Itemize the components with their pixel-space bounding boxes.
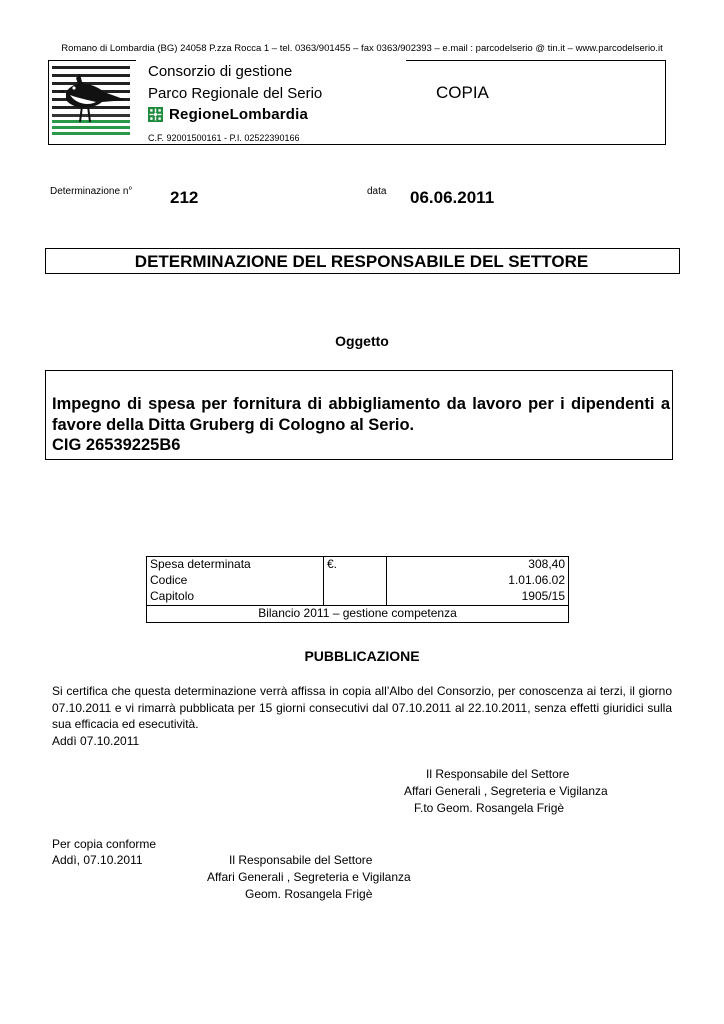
letterhead-box [48, 60, 666, 145]
expense-value: 308,40 [387, 557, 569, 574]
publication-heading: PUBBLICAZIONE [304, 648, 420, 664]
chapter-label: Capitolo [147, 589, 324, 606]
cert-line-1: Si certifica che questa determinazione verrà affissa in copia all’Albo del Consorzio, per conoscenza ai terzi, il giorno [52, 684, 672, 698]
determination-number: 212 [170, 188, 199, 207]
cert-date: Addì 07.10.2011 [52, 733, 140, 748]
table-row [147, 573, 569, 589]
budget-footer: Bilancio 2011 – gestione competenza [147, 606, 569, 623]
expense-unit: €. [324, 557, 387, 574]
expense-table [146, 556, 569, 623]
subject-label: Oggetto [335, 333, 389, 349]
chapter-unit [324, 589, 387, 606]
copy-mark: COPIA [436, 83, 489, 102]
table-row [147, 589, 569, 606]
region-rose-icon [148, 107, 163, 122]
table-row [147, 606, 569, 623]
region-logo [148, 106, 308, 123]
copy-signer-department: Affari Generali , Segreteria e Vigilanza [207, 870, 411, 884]
certification-text [52, 683, 672, 749]
cert-line-3: sua efficacia ed esecutività. [52, 717, 199, 731]
copy-conform-label: Per copia conforme [52, 837, 157, 851]
org-name-line1: Consorzio di gestione [148, 63, 293, 80]
chapter-value: 1905/15 [387, 589, 569, 606]
park-logo-lapwing [52, 62, 130, 136]
subject-line-2: favore della Ditta Gruberg di Cologno al Serio. [52, 415, 415, 434]
subject-line-1: Impegno di spesa per fornitura di abbigliamento da lavoro per i dipendenti a [52, 395, 670, 413]
signer-department: Affari Generali , Segreteria e Vigilanza [404, 784, 608, 798]
expense-label: Spesa determinata [147, 557, 324, 574]
org-name-line2: Parco Regionale del Serio [148, 85, 323, 102]
date-label: data [367, 186, 387, 197]
address-line: Romano di Lombardia (BG) 24058 P.zza Rocca 1 – tel. 0363/901455 – fax 0363/902393 – e.mail : parcodelserio @ tin.it – www.parcodelserio.it [61, 43, 663, 54]
document-title: DETERMINAZIONE DEL RESPONSABILE DEL SETTORE [134, 252, 589, 271]
copy-signer-role: Il Responsabile del Settore [229, 853, 373, 867]
tax-ids: C.F. 92001500161 - P.I. 02522390166 [148, 133, 300, 143]
signer-name: F.to Geom. Rosangela Frigè [414, 801, 565, 815]
code-unit [324, 573, 387, 589]
cert-line-2: 07.10.2011 e vi rimarrà pubblicata per 15 giorni consecutivi dal 07.10.2011 al 22.10.2011, senza effetti giuridici sulla [52, 700, 672, 715]
copy-signer-name: Geom. Rosangela Frigè [245, 887, 373, 901]
table-row [147, 557, 569, 574]
subject-line-3: CIG 26539225B6 [52, 436, 181, 454]
determination-date: 06.06.2011 [410, 188, 495, 207]
number-label: Determinazione n° [50, 186, 133, 197]
region-name: RegioneLombardia [169, 106, 309, 123]
copy-conform-date: Addì, 07.10.2011 [52, 853, 143, 867]
code-value: 1.01.06.02 [387, 573, 569, 589]
signer-role: Il Responsabile del Settore [426, 767, 570, 781]
code-label: Codice [147, 573, 324, 589]
subject-text [52, 394, 670, 456]
